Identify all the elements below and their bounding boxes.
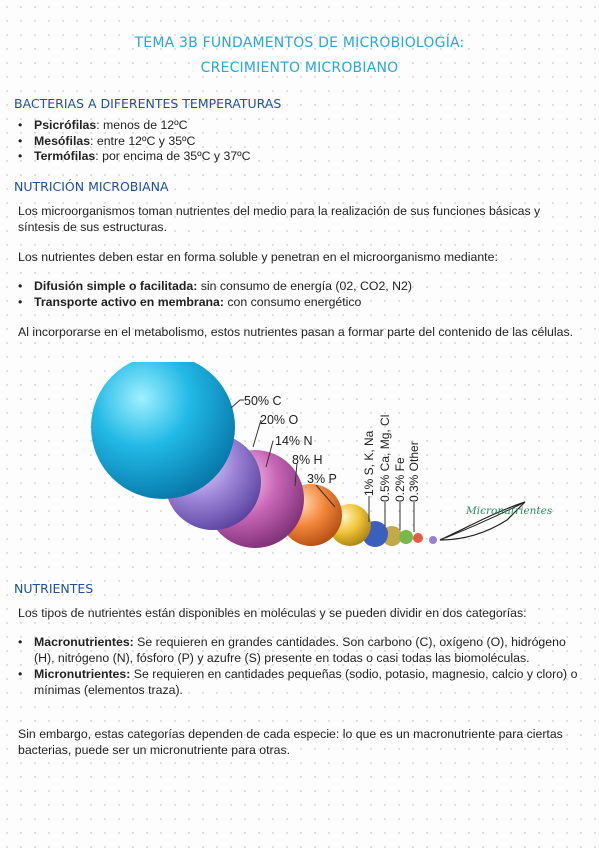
page-title-line2: CRECIMIENTO MICROBIANO: [200, 60, 399, 76]
term: Termófilas: [34, 149, 96, 163]
label-oxygen: 20% O: [260, 413, 299, 427]
label-s-k-na: 1% S, K, Na: [362, 430, 376, 496]
definition: Se requieren en cantidades pequeñas (sodio, potasio, magnesio, calcio y cloro) o mínimas (elementos traza).: [34, 667, 578, 697]
nutricion-paragraph-3: Al incorporarse en el metabolismo, estos nutrientes pasan a formar parte del contenido de las células.: [18, 325, 574, 339]
label-nitrogen: 14% N: [275, 434, 313, 448]
label-hydrogen: 8% H: [292, 453, 323, 467]
label-carbon: 50% C: [244, 394, 282, 408]
temperature-list: [18, 118, 583, 165]
transport-list: [18, 279, 583, 310]
definition: con consumo energético: [223, 294, 362, 309]
list-item: [18, 149, 583, 165]
list-item: [18, 134, 583, 150]
heading-nutrientes: NUTRIENTES: [14, 581, 94, 596]
list-item: [18, 295, 583, 311]
list-item: [18, 666, 583, 698]
term: Macronutrientes:: [34, 635, 134, 649]
sphere-fe: [413, 533, 423, 543]
definition: : menos de 12ºC: [96, 118, 188, 132]
term: Transporte activo en membrana:: [34, 294, 224, 309]
definition: sin consumo de energía (02, CO2, N2): [197, 279, 412, 293]
nutrientes-paragraph-1: Los tipos de nutrientes están disponibles en moléculas y se pueden dividir en dos categorías:: [18, 606, 527, 620]
term: Micronutrientes:: [34, 667, 131, 681]
label-micronutrientes: Micronutrientes: [466, 505, 553, 517]
nutricion-paragraph-2: Los nutrientes deben estar en forma soluble y penetran en el microorganismo mediante:: [18, 250, 498, 264]
list-item: [18, 634, 583, 666]
heading-nutricion: NUTRICIÓN MICROBIANA: [14, 179, 169, 194]
label-other: 0.3% Other: [407, 441, 421, 502]
sphere-other: [429, 536, 437, 544]
nutricion-paragraph-1: Los microorganismos toman nutrientes del medio para la realización de sus funciones básicas y síntesis de sus estructuras.: [18, 204, 541, 234]
definition: : entre 12ºC y 35ºC: [90, 133, 196, 148]
label-ca-mg-cl: 0.5% Ca, Mg, Cl: [378, 414, 392, 502]
label-fe: 0.2% Fe: [393, 457, 407, 502]
nutrient-types-list: [18, 634, 583, 698]
list-item: [18, 279, 583, 295]
list-item: [18, 118, 583, 134]
term: Psicrófilas: [34, 118, 97, 132]
nutrientes-paragraph-2: Sin embargo, estas categorías dependen de cada especie: lo que es un macronutriente para ciertas bacterias, puede ser un micronutriente para otras.: [18, 727, 563, 757]
definition: Se requieren en grandes cantidades. Son carbono (C), oxígeno (O), hidrógeno (H), nitrógeno (N), fósforo (P) y azufre (S) presente en todas o casi todas las biomoléculas.: [34, 635, 566, 665]
heading-temperaturas: BACTERIAS A DIFERENTES TEMPERATURAS: [14, 96, 282, 111]
term: Difusión simple o facilitada:: [34, 279, 198, 293]
cell-composition-figure: [85, 362, 585, 562]
page-title-line1: TEMA 3B FUNDAMENTOS DE MICROBIOLOGÍA:: [134, 35, 465, 51]
label-phosphorus: 3% P: [307, 472, 337, 486]
definition: : por encima de 35ºC y 37ºC: [95, 149, 251, 163]
term: Mesófilas: [34, 133, 91, 148]
sphere-mg: [399, 530, 413, 544]
